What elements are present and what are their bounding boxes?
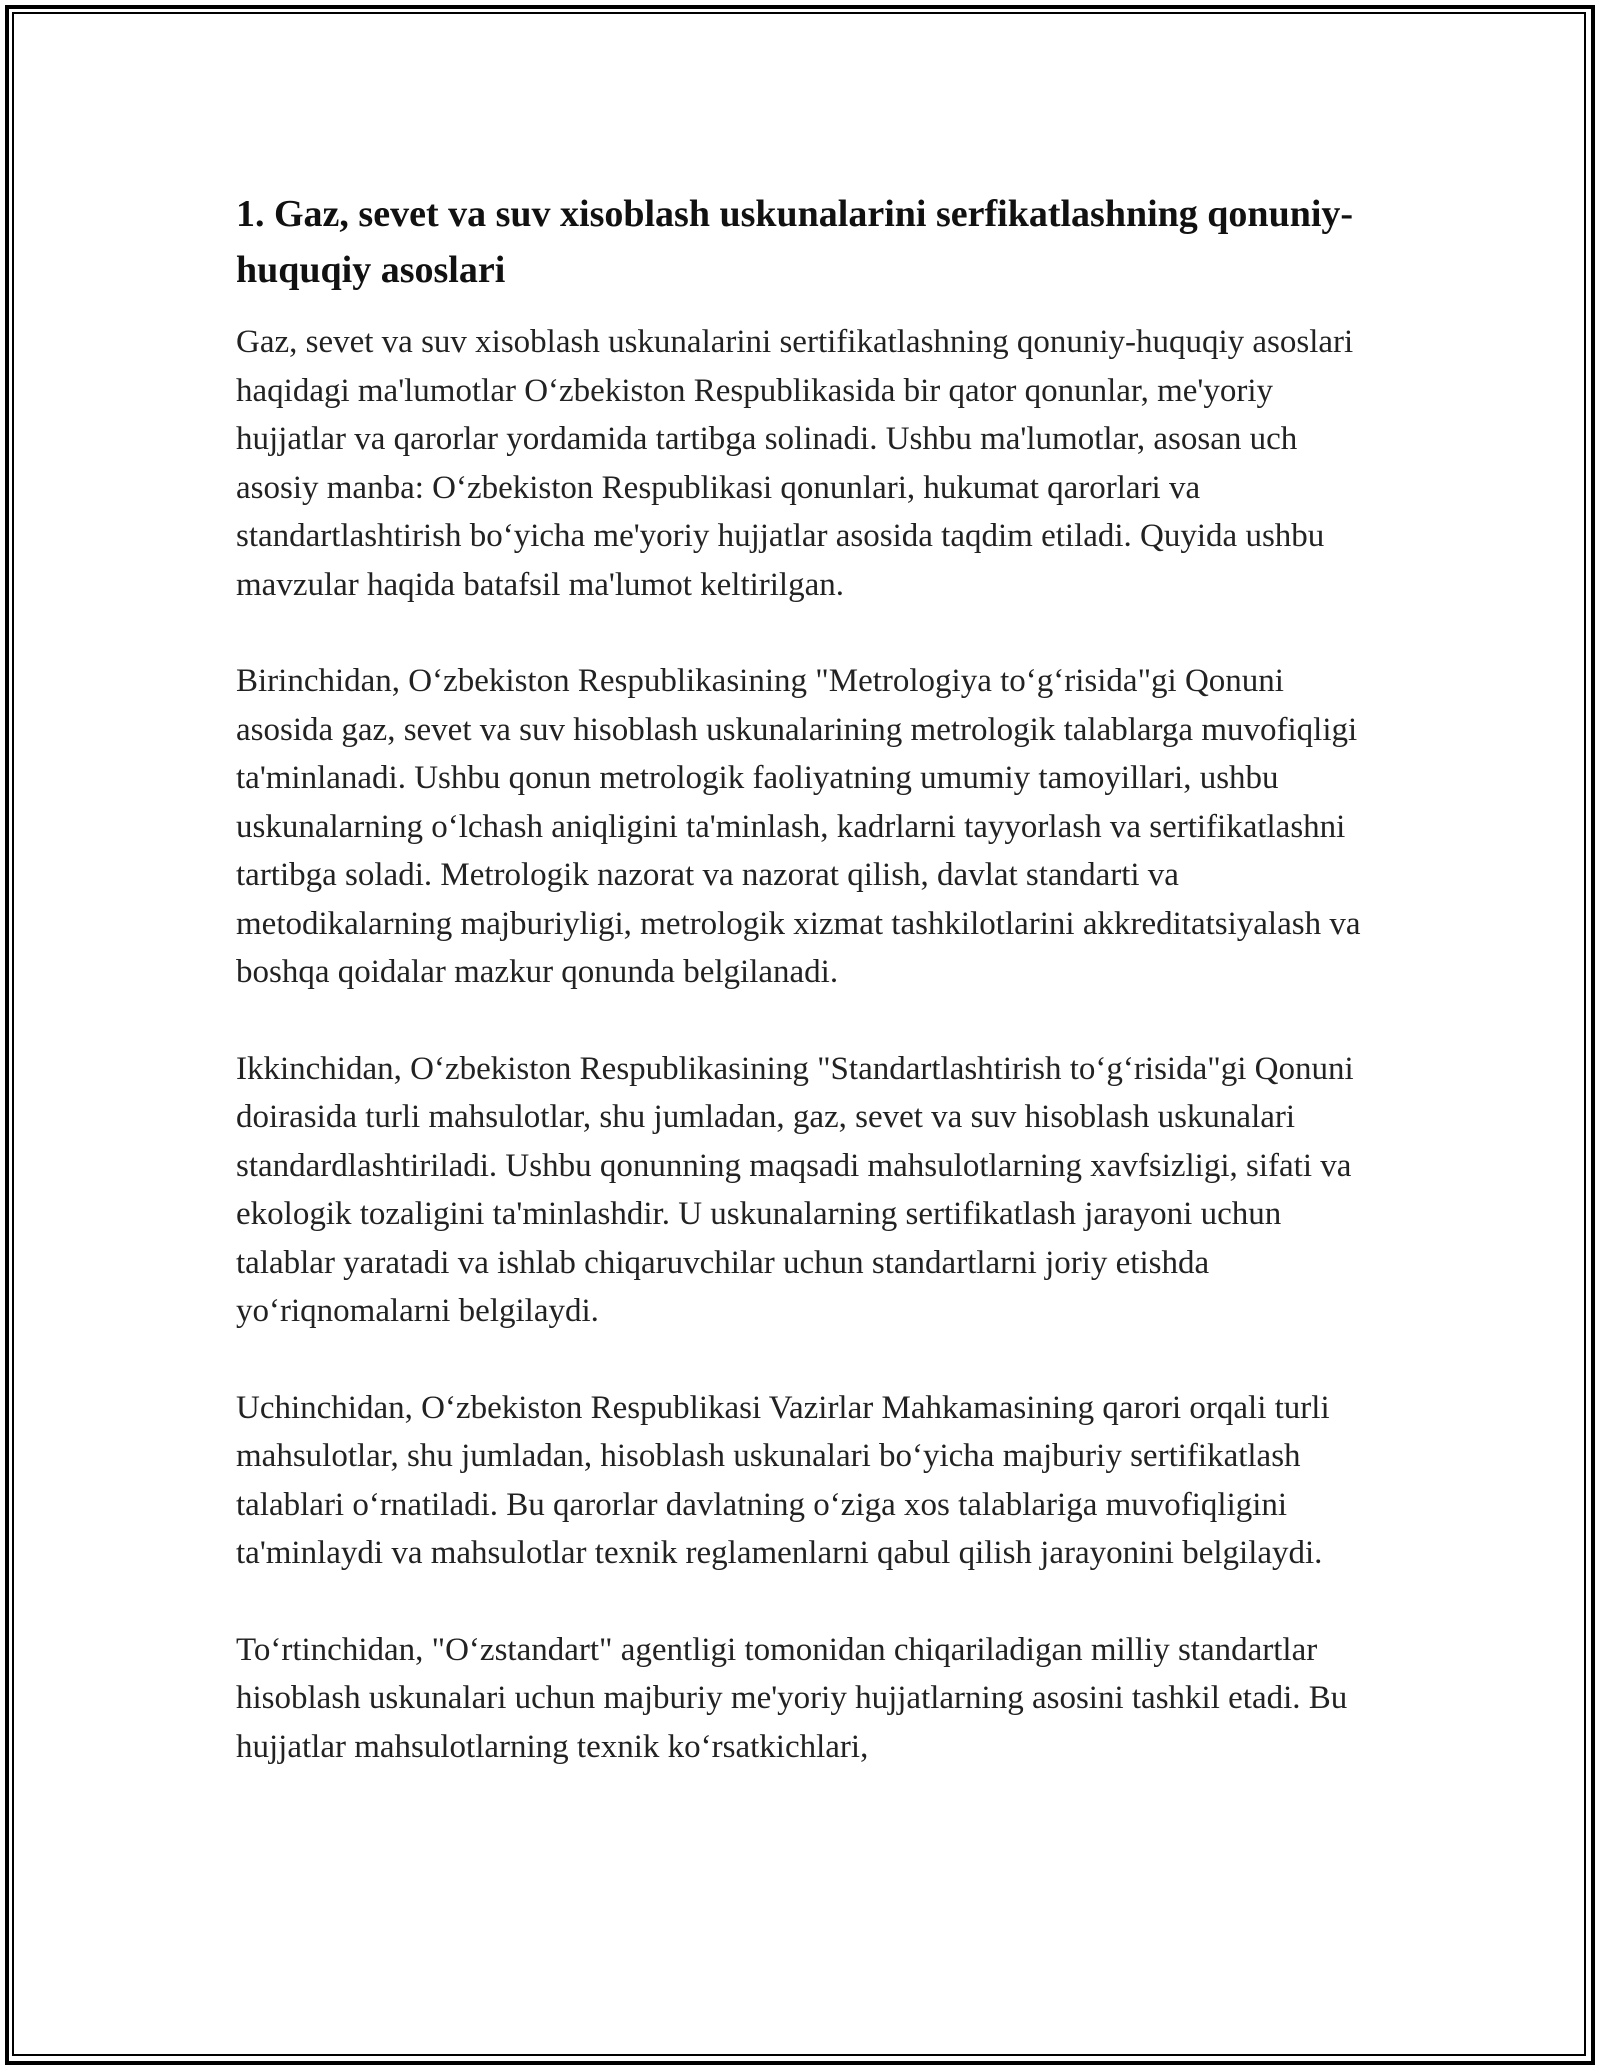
paragraph-third: Uchinchidan, O‘zbekiston Respublikasi Vazirlar Mahkamasining qarori orqali turli mahsulotlar, shu jumladan, hisoblash uskunalari bo‘yicha majburiy sertifikatlash talablari o‘rnatiladi. Bu qarorlar davlatning o‘ziga xos talablariga muvofiqligini ta'minlaydi va mahsulotlar texnik reglamenlarni qabul qilish jarayonini belgilaydi. xyxy=(236,1389,1330,1571)
paragraph-second: Ikkinchidan, O‘zbekiston Respublikasining "Standartlashtirish to‘g‘risida"gi Qonuni doirasida turli mahsulotlar, shu jumladan, gaz, sevet va suv hisoblash uskunalari standardlashtiriladi. Ushbu qonunning maqsadi mahsulotlarning xavfsizligi, sifati va ekologik tozaligini ta'minlashdir. U uskunalarning sertifikatlash jarayoni uchun talablar yaratadi va ishlab chiqaruvchilar uchun standartlarni joriy etishda yo‘riqnomalarni belgilaydi. xyxy=(236,1050,1354,1329)
paragraph-intro: Gaz, sevet va suv xisoblash uskunalarini sertifikatlashning qonuniy-huquqiy asoslari haqidagi ma'lumotlar O‘zbekiston Respublikasida bir qator qonunlar, me'yoriy hujjatlar va qarorlar yordamida tartibga solinadi. Ushbu ma'lumotlar, asosan uch asosiy manba: O‘zbekiston Respublikasi qonunlari, hukumat qarorlari va standartlashtirish bo‘yicha me'yoriy hujjatlar asosida taqdim etiladi. Quyida ushbu mavzular haqida batafsil ma'lumot keltirilgan. xyxy=(236,324,1354,603)
paragraph-first: Birinchidan, O‘zbekiston Respublikasining "Metrologiya to‘g‘risida"gi Qonuni asosida gaz, sevet va suv hisoblash uskunalarining metrologik talablarga muvofiqligi ta'minlanadi. Ushbu qonun metrologik faoliyatning umumiy tamoyillari, ushbu uskunalarning o‘lchash aniqligini ta'minlash, kadrlarni tayyorlash va sertifikatlashni tartibga soladi. Metrologik nazorat va nazorat qilish, davlat standarti va metodikalarning majburiyligi, metrologik xizmat tashkilotlarini akkreditatsiyalash va boshqa qoidalar mazkur qonunda belgilanadi. xyxy=(236,663,1361,990)
paragraph-fourth: To‘rtinchidan, "O‘zstandart" agentligi tomonidan chiqariladigan milliy standartlar hisoblash uskunalari uchun majburiy me'yoriy hujjatlarning asosini tashkil etadi. Bu hujjatlar mahsulotlarning texnik ko‘rsatkichlari, xyxy=(236,1631,1348,1765)
document-body xyxy=(236,186,1376,1819)
section-heading: 1. Gaz, sevet va suv xisoblash uskunalarini serfikatlashning qonuniy-huquqiy asoslari xyxy=(236,193,1354,291)
